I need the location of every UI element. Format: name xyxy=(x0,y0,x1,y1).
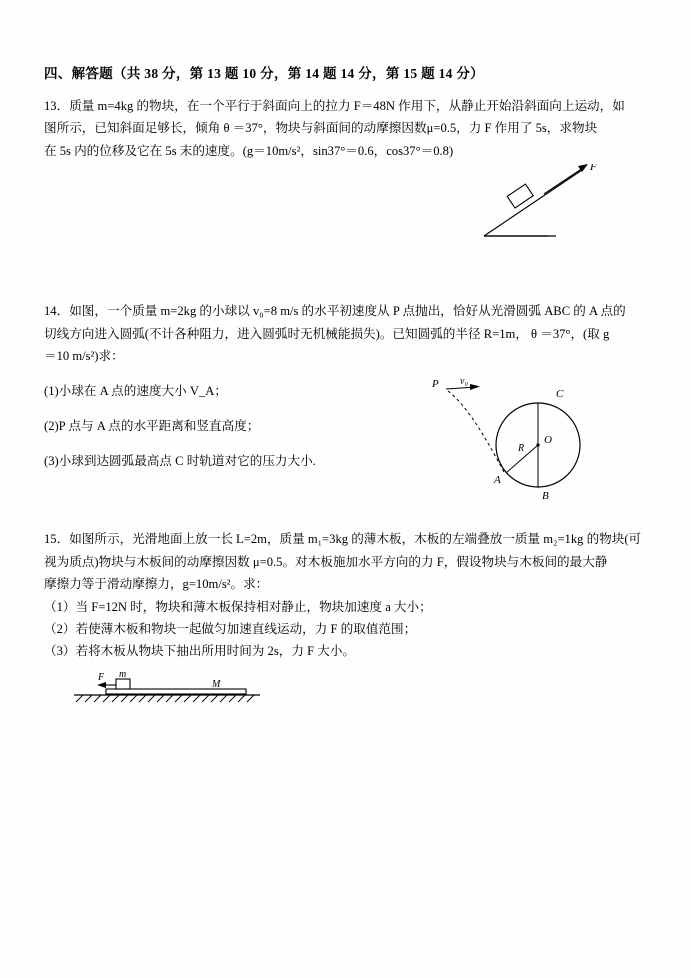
figure-15-label-F: F xyxy=(98,671,105,683)
problem-14-sub-and-figure xyxy=(44,367,648,508)
figure-14-label-P: P xyxy=(432,378,439,391)
figure-15-label-m: m xyxy=(119,668,127,680)
section-heading: 四、解答题（共 38 分，第 13 题 10 分，第 14 题 14 分，第 15 题 14 分） xyxy=(44,66,484,81)
problem-14-sub-1: (1)小球在 A 点的速度大小 V_A； xyxy=(44,384,227,399)
problem-15-line-3: 摩擦力等于滑动摩擦力，g=10m/s²。求： xyxy=(44,577,269,592)
figure-14-label-R: R xyxy=(518,443,525,455)
figure-14-label-O: O xyxy=(544,434,552,447)
problem-15 xyxy=(44,528,648,662)
figure-14-label-v0: v₀ xyxy=(460,376,468,388)
problem-14-line-2: 切线方向进入圆弧(不计各种阻力，进入圆弧时无机械能损失)。已知圆弧的半径 R=1m， θ ＝37°，(取 g xyxy=(44,326,610,341)
problem-15-sub-3: （3）若将木板从物块下抽出所用时间为 2s，力 F 大小。 xyxy=(44,644,356,659)
figure-14-label-B: B xyxy=(542,490,549,503)
problem-14-line-3: ＝10 m/s²)求： xyxy=(44,349,124,364)
problem-14-subquestions xyxy=(44,367,414,485)
problem-15-sub-1: （1）当 F=12N 时，物块和薄木板保持相对静止，物块加速度 a 大小； xyxy=(44,599,432,614)
problem-14-line-1: 14．如图，一个质量 m=2kg 的小球以 v₀=8 m/s 的水平初速度从 P 点抛出，恰好从光滑圆弧 ABC 的 A 点的 xyxy=(44,304,626,319)
problem-13-line-2: 图所示，已知斜面足够长，倾角 θ ＝37°，物块与斜面间的动摩擦因数μ=0.5，力 F 作用了 5s，求物块 xyxy=(44,121,598,136)
figure-14 xyxy=(420,373,610,508)
problem-14-sub-3: (3)小球到达圆弧最高点 C 时轨道对它的压力大小. xyxy=(44,454,316,469)
figure-13 xyxy=(474,164,614,254)
problem-15-line-2: 视为质点)物块与木板间的动摩擦因数 μ=0.5。对木板施加水平方向的力 F，假设物块与木板间的最大静 xyxy=(44,554,608,569)
figure-15 xyxy=(64,669,648,715)
inclined-plane-diagram xyxy=(474,164,614,254)
figure-15-label-M: M xyxy=(212,678,221,690)
figure-14-label-A: A xyxy=(494,474,501,487)
projectile-arc-diagram xyxy=(420,373,610,508)
problem-13-line-1: 13．质量 m=4kg 的物块，在一个平行于斜面向上的拉力 F＝48N 作用下，从静止开始沿斜面向上运动，如 xyxy=(44,99,625,113)
problem-14-sub-2: (2)P 点与 A 点的水平距离和竖直高度； xyxy=(44,419,260,434)
problem-13-line-3: 在 5s 内的位移及它在 5s 末的速度。(g＝10m/s²，sin37°＝0.6，cos37°＝0.8) xyxy=(44,143,454,158)
problem-13 xyxy=(44,95,648,162)
page-content xyxy=(44,62,648,715)
problem-15-line-1: 15．如图所示，光滑地面上放一长 L=2m，质量 m₁=3kg 的薄木板，木板的左端叠放一质量 m₂=1kg 的物块(可 xyxy=(44,532,642,547)
figure-13-label-F: F xyxy=(590,164,597,174)
figure-13-container xyxy=(44,162,648,282)
board-block-diagram xyxy=(64,669,264,715)
figure-14-label-C: C xyxy=(556,388,564,401)
problem-15-sub-2: （2）若使薄木板和物块一起做匀加速直线运动，力 F 的取值范围； xyxy=(44,622,417,637)
problem-14 xyxy=(44,300,648,367)
